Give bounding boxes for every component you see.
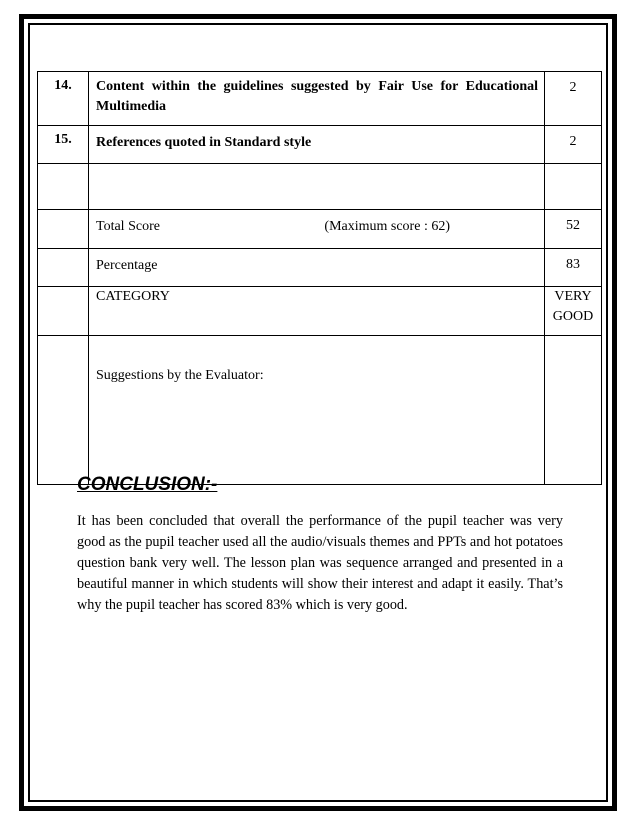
- category-value: [545, 287, 602, 336]
- empty-row: [38, 164, 602, 210]
- criterion-text: References quoted in Standard style: [89, 126, 545, 164]
- category-value-line1: VERY: [554, 289, 592, 304]
- maximum-score-label: (Maximum score : 62): [324, 219, 450, 234]
- total-score-value: 52: [545, 210, 602, 249]
- row-number: 15.: [38, 126, 89, 164]
- conclusion-paragraph: It has been concluded that overall the performance of the pupil teacher was very good as the pupil teacher used all the audio/visuals themes and PPTs and hot potatoes question bank very well. The lesson plan was sequence arranged and presented in a beautiful manner in which students will show their interest and adapt it easily. That’s why the pupil teacher has scored 83% which is very good.: [77, 513, 563, 613]
- total-score-label: Total Score: [96, 219, 160, 234]
- table-row: [38, 126, 602, 164]
- criterion-score: 2: [545, 72, 602, 126]
- category-value-line2: GOOD: [552, 309, 594, 324]
- table-row: [38, 72, 602, 126]
- criterion-score: 2: [545, 126, 602, 164]
- total-score-cell: [89, 210, 545, 249]
- row-number: 14.: [38, 72, 89, 126]
- total-score-row: [38, 210, 602, 249]
- conclusion-heading: CONCLUSION:-: [77, 474, 218, 495]
- percentage-label: Percentage: [89, 249, 545, 287]
- evaluation-table: [37, 71, 602, 485]
- category-row: [38, 287, 602, 336]
- category-label: CATEGORY: [89, 287, 545, 336]
- criterion-text: Content within the guidelines suggested by Fair Use for Educational Multimedia: [89, 72, 545, 126]
- percentage-value: 83: [545, 249, 602, 287]
- suggestions-label: Suggestions by the Evaluator:: [89, 336, 545, 485]
- percentage-row: [38, 249, 602, 287]
- suggestions-row: [38, 336, 602, 485]
